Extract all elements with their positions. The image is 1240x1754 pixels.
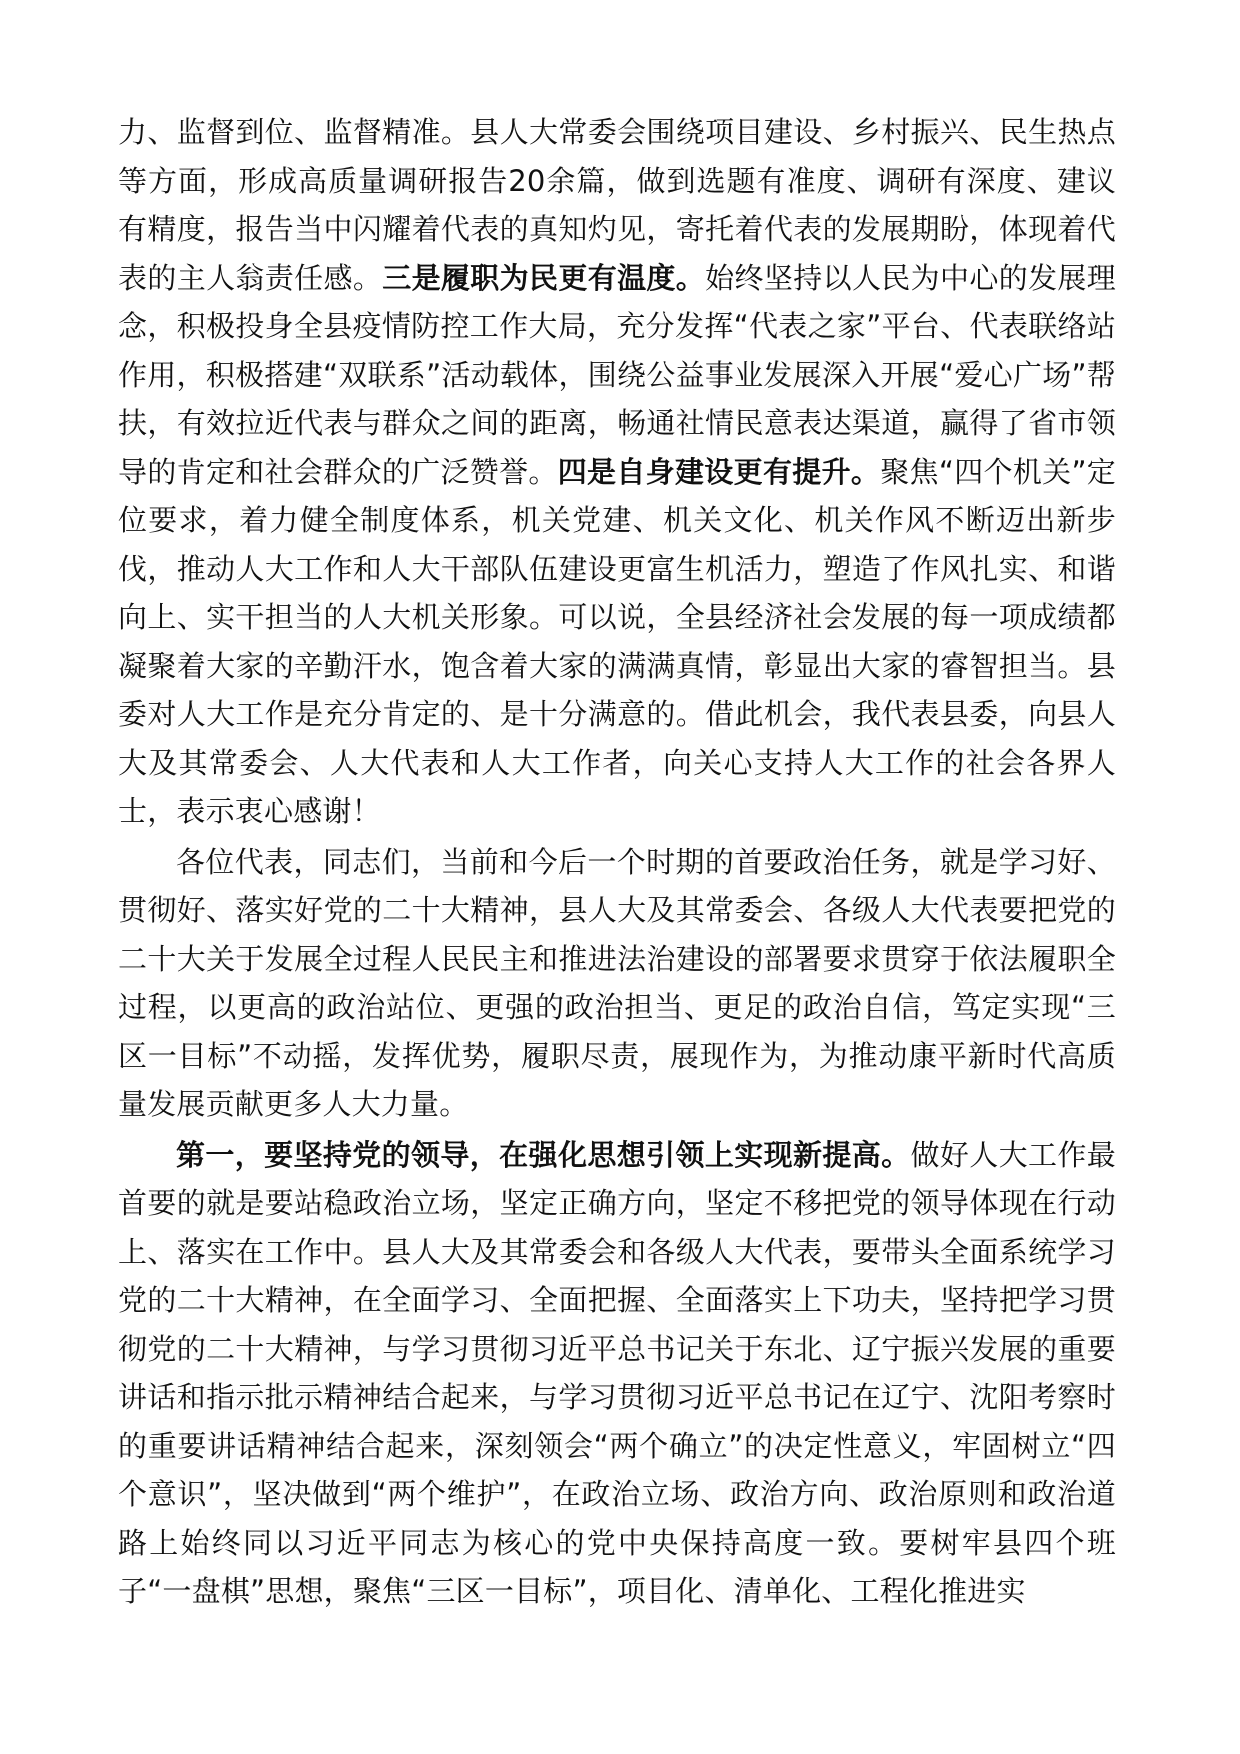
paragraph-3 — [118, 1131, 1116, 1616]
text-run: 做好人大工作最首要的就是要站稳政治立场，坚定正确方向，坚定不移把党的领导体现在行动上、落实在工作中。县人大及其常委会和各级人大代表，要带头全面系统学习党的二十大精神，在全面学习、全面把握、全面落实上下功夫，坚持把学习贯彻党的二十大精神，与学习贯彻习近平总书记关于东北、辽宁振兴发展的重要讲话和指示批示精神结合起来，与学习贯彻习近平总书记在辽宁、沈阳考察时的重要讲话精神结合起来，深刻领会“两个确立”的决定性意义，牢固树立“四个意识”，坚决做到“两个维护”，在政治立场、政治方向、政治原则和政治道路上始终同以习近平同志为核心的党中央保持高度一致。要树牢县四个班子“一盘棋”思想，聚焦“三区一目标”，项目化、清单化、工程化推进实 — [118, 1137, 1116, 1608]
document-page — [118, 108, 1116, 1616]
text-run: 始终坚持以人民为中心的发展理念，积极投身全县疫情防控工作大局，充分发挥“代表之家”平台、代表联络站作用，积极搭建“双联系”活动载体，围绕公益事业发展深入开展“爱心广场”帮扶，有效拉近代表与群众之间的距离，畅通社情民意表达渠道，赢得了省市领导的肯定和社会群众的广泛赞誉。 — [118, 260, 1116, 489]
text-run: 力、监督到位、监督精准。县人大常委会围绕项目建设、乡村振兴、民生热点等方面，形成高质量调研报告20余篇，做到选题有准度、调研有深度、建议有精度，报告当中闪耀着代表的真知灼见，寄托着代表的发展期盼，体现着代表的主人翁责任感。 — [118, 115, 1116, 295]
text-run: 各位代表，同志们，当前和今后一个时期的首要政治任务，就是学习好、贯彻好、落实好党的二十大精神，县人大及其常委会、各级人大代表要把党的二十大关于发展全过程人民民主和推进法治建设的部署要求贯穿于依法履职全过程，以更高的政治站位、更强的政治担当、更足的政治自信，笃定实现“三区一目标”不动摇，发挥优势，履职尽责，展现作为，为推动康平新时代高质量发展贡献更多人大力量。 — [118, 844, 1116, 1121]
bold-heading-run: 第一，要坚持党的领导，在强化思想引领上实现新提高。 — [176, 1137, 911, 1172]
bold-heading-run: 三是履职为民更有温度。 — [382, 260, 706, 295]
paragraph-1 — [118, 108, 1116, 836]
bold-heading-run: 四是自身建设更有提升。 — [557, 454, 881, 489]
text-run: 聚焦“四个机关”定位要求，着力健全制度体系，机关党建、机关文化、机关作风不断迈出新步伐，推动人大工作和人大干部队伍建设更富生机活力，塑造了作风扎实、和谐向上、实干担当的人大机关形象。可以说，全县经济社会发展的每一项成绩都凝聚着大家的辛勤汗水，饱含着大家的满满真情，彰显出大家的睿智担当。县委对人大工作是充分肯定的、是十分满意的。借此机会，我代表县委，向县人大及其常委会、人大代表和人大工作者，向关心支持人大工作的社会各界人士，表示衷心感谢！ — [118, 454, 1116, 828]
paragraph-2 — [118, 838, 1116, 1129]
